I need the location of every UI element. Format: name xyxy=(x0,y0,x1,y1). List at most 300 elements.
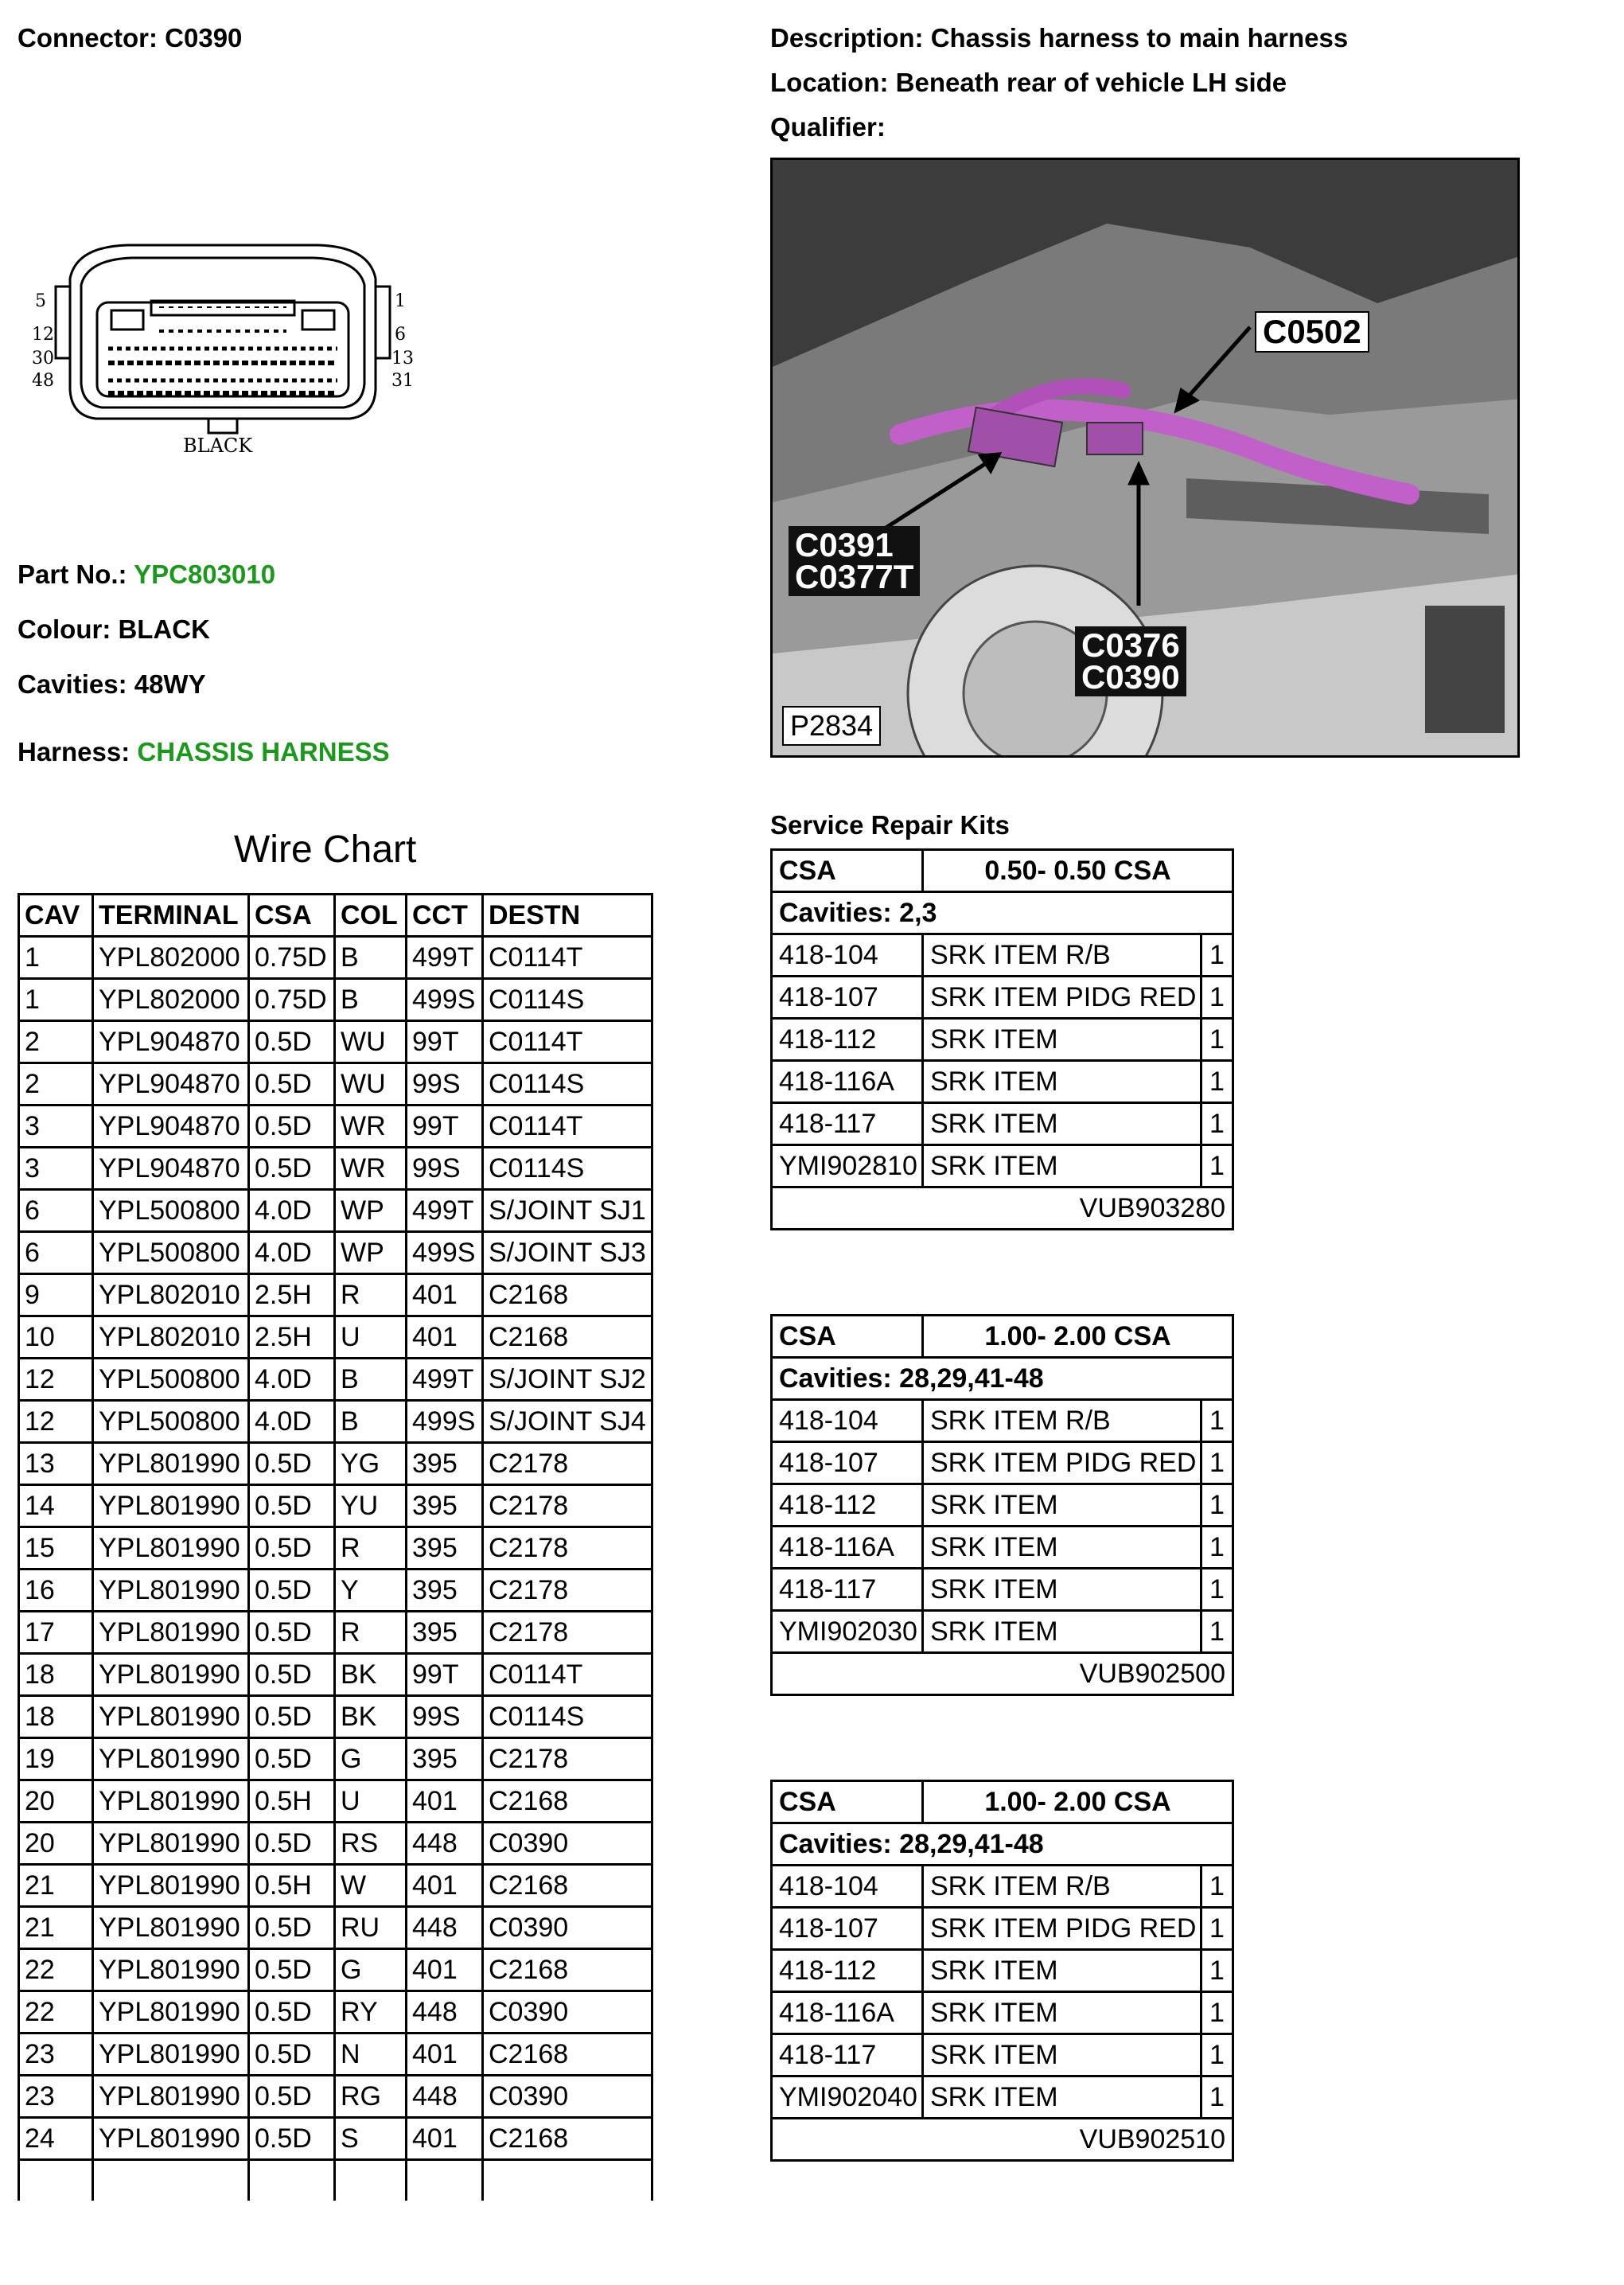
table-cell: S/JOINT SJ3 xyxy=(483,1232,652,1274)
pin-label-left-1: 5 xyxy=(35,291,46,311)
kit-item-part: 418-107 xyxy=(772,1908,923,1950)
table-cell: 24 xyxy=(19,2118,93,2160)
pin-label-left-3: 30 xyxy=(32,349,54,368)
table-cell: YPL801990 xyxy=(93,2033,249,2076)
table-cell: 20 xyxy=(19,1823,93,1865)
table-row xyxy=(19,1359,652,1401)
table-cell: 0.5D xyxy=(249,1907,335,1949)
connector-label: Connector: C0390 xyxy=(18,23,243,53)
table-cell: 499S xyxy=(407,1232,483,1274)
kit-item-desc: SRK ITEM xyxy=(923,1103,1201,1145)
wire-chart-header-cell: COL xyxy=(335,895,407,937)
table-cell: G xyxy=(335,1738,407,1780)
kit-item-part: 418-117 xyxy=(772,1569,923,1611)
table-cell: 4.0D xyxy=(249,1401,335,1443)
kit-item-desc: SRK ITEM xyxy=(923,2034,1201,2076)
kit-item-part: 418-104 xyxy=(772,1866,923,1908)
table-cell: YPL801990 xyxy=(93,1527,249,1569)
table-cell: 2 xyxy=(19,1021,93,1063)
callout-c0502: C0502 xyxy=(1255,311,1369,353)
kit-item-qty: 1 xyxy=(1201,934,1233,977)
table-cell: RS xyxy=(335,1823,407,1865)
kit-number: VUB902510 xyxy=(772,2119,1233,2161)
table-cell: 17 xyxy=(19,1612,93,1654)
table-cell: W xyxy=(335,1865,407,1907)
table-cell: YU xyxy=(335,1485,407,1527)
part-number-label: Part No.: xyxy=(18,560,127,589)
table-cell: YPL500800 xyxy=(93,1190,249,1232)
table-cell: C2168 xyxy=(483,1274,652,1316)
table-cell: YPL802010 xyxy=(93,1316,249,1359)
table-cell: YPL801990 xyxy=(93,2118,249,2160)
kit-item-desc: SRK ITEM xyxy=(923,1061,1201,1103)
table-cell: 99T xyxy=(407,1654,483,1696)
table-cell: WP xyxy=(335,1232,407,1274)
table-cell: C2168 xyxy=(483,1865,652,1907)
kit-item-row xyxy=(772,977,1233,1019)
table-cell: YPL801990 xyxy=(93,1949,249,1991)
table-cell: 0.5D xyxy=(249,1949,335,1991)
table-cell: 0.5D xyxy=(249,1105,335,1148)
kit-item-part: YMI902040 xyxy=(772,2076,923,2119)
table-cell: YPL801990 xyxy=(93,1907,249,1949)
callout-c0391: C0391 C0377T xyxy=(789,526,920,596)
table-row xyxy=(19,1485,652,1527)
table-cell: C2178 xyxy=(483,1738,652,1780)
kit-item-desc: SRK ITEM PIDG RED xyxy=(923,1442,1201,1484)
table-cell: C0114T xyxy=(483,1021,652,1063)
table-cell: N xyxy=(335,2033,407,2076)
kit-item-row xyxy=(772,934,1233,977)
table-cell: S/JOINT SJ2 xyxy=(483,1359,652,1401)
table-row xyxy=(19,1991,652,2033)
location: Location: Beneath rear of vehicle LH side xyxy=(770,68,1287,97)
table-cell: YPL801990 xyxy=(93,1569,249,1612)
kit-item-part: 418-116A xyxy=(772,1527,923,1569)
kit-header-row xyxy=(772,850,1233,892)
kit-item-qty: 1 xyxy=(1201,1442,1233,1484)
kit-item-part: 418-112 xyxy=(772,1484,923,1527)
wire-chart-header-cell: CCT xyxy=(407,895,483,937)
wire-chart-header-cell: TERMINAL xyxy=(93,895,249,937)
kit-item-row xyxy=(772,1061,1233,1103)
kit-item-row xyxy=(772,1611,1233,1653)
table-cell: 0.5D xyxy=(249,1569,335,1612)
table-cell: 99S xyxy=(407,1696,483,1738)
table-cell: C0114T xyxy=(483,1654,652,1696)
table-row xyxy=(19,1780,652,1823)
table-cell: WU xyxy=(335,1021,407,1063)
table-row xyxy=(19,1232,652,1274)
table-cell: 15 xyxy=(19,1527,93,1569)
table-row xyxy=(19,2076,652,2118)
table-cell: YPL802000 xyxy=(93,937,249,979)
wire-chart-title: Wire Chart xyxy=(234,829,417,871)
table-cell: 3 xyxy=(19,1105,93,1148)
table-cell: 0.5D xyxy=(249,1485,335,1527)
kit-item-qty: 1 xyxy=(1201,1866,1233,1908)
kit-item-part: 418-117 xyxy=(772,2034,923,2076)
table-cell: B xyxy=(335,1359,407,1401)
table-cell: YPL801990 xyxy=(93,1485,249,1527)
service-kit-table xyxy=(770,848,1234,1230)
kit-cavities-row xyxy=(772,1358,1233,1400)
table-cell: 13 xyxy=(19,1443,93,1485)
table-cell: YPL904870 xyxy=(93,1148,249,1190)
wire-chart-table xyxy=(18,893,653,2201)
kit-item-desc: SRK ITEM xyxy=(923,1611,1201,1653)
table-cell: 6 xyxy=(19,1190,93,1232)
part-number-value: YPC803010 xyxy=(134,560,276,589)
table-row-empty xyxy=(19,2160,652,2201)
table-cell: 0.5D xyxy=(249,1063,335,1105)
table-cell: C0390 xyxy=(483,1823,652,1865)
table-cell: C2168 xyxy=(483,2118,652,2160)
table-row xyxy=(19,1148,652,1190)
table-cell: 401 xyxy=(407,2033,483,2076)
harness xyxy=(18,736,390,768)
table-cell: 0.5D xyxy=(249,2076,335,2118)
cavities: Cavities: 48WY xyxy=(18,669,206,699)
table-cell: C2178 xyxy=(483,1527,652,1569)
table-cell: 10 xyxy=(19,1316,93,1359)
kit-item-desc: SRK ITEM R/B xyxy=(923,934,1201,977)
part-number xyxy=(18,559,275,591)
kit-item-desc: SRK ITEM xyxy=(923,1019,1201,1061)
table-cell: 99T xyxy=(407,1021,483,1063)
table-cell: YPL801990 xyxy=(93,1780,249,1823)
table-cell: S xyxy=(335,2118,407,2160)
kit-item-part: YMI902810 xyxy=(772,1145,923,1187)
location-photo xyxy=(770,158,1520,758)
table-cell: 0.5D xyxy=(249,1612,335,1654)
table-cell: C2178 xyxy=(483,1612,652,1654)
table-cell: YPL500800 xyxy=(93,1232,249,1274)
table-cell: 4.0D xyxy=(249,1232,335,1274)
table-cell: YPL801990 xyxy=(93,1612,249,1654)
kit-item-desc: SRK ITEM xyxy=(923,1950,1201,1992)
kit-item-part: 418-104 xyxy=(772,934,923,977)
table-cell: 395 xyxy=(407,1738,483,1780)
table-cell: WP xyxy=(335,1190,407,1232)
table-cell: 395 xyxy=(407,1443,483,1485)
table-cell: C2168 xyxy=(483,1316,652,1359)
pin-label-right-1: 1 xyxy=(395,291,406,311)
table-row xyxy=(19,1612,652,1654)
kit-item-desc: SRK ITEM xyxy=(923,1569,1201,1611)
kit-item-qty: 1 xyxy=(1201,1019,1233,1061)
colour: Colour: BLACK xyxy=(18,614,210,644)
table-cell: 0.75D xyxy=(249,937,335,979)
table-cell: C0114T xyxy=(483,1105,652,1148)
table-cell: 16 xyxy=(19,1569,93,1612)
harness-value: CHASSIS HARNESS xyxy=(137,737,390,766)
table-cell: B xyxy=(335,979,407,1021)
kit-item-qty: 1 xyxy=(1201,1145,1233,1187)
table-cell: 401 xyxy=(407,1949,483,1991)
kit-item-part: 418-104 xyxy=(772,1400,923,1442)
kit-item-row xyxy=(772,1103,1233,1145)
kit-csa-range: 1.00- 2.00 CSA xyxy=(923,1316,1233,1358)
wire-chart-header-cell: CSA xyxy=(249,895,335,937)
table-cell: 448 xyxy=(407,1991,483,2033)
kit-csa-range: 1.00- 2.00 CSA xyxy=(923,1781,1233,1823)
table-cell: BK xyxy=(335,1654,407,1696)
table-cell: 0.5D xyxy=(249,1021,335,1063)
connector-colour-label: BLACK xyxy=(183,435,253,457)
kit-item-desc: SRK ITEM xyxy=(923,1527,1201,1569)
table-cell: RY xyxy=(335,1991,407,2033)
kit-item-row xyxy=(772,1400,1233,1442)
kit-item-part: 418-107 xyxy=(772,1442,923,1484)
table-row xyxy=(19,1401,652,1443)
kit-item-qty: 1 xyxy=(1201,1992,1233,2034)
table-cell: 20 xyxy=(19,1780,93,1823)
table-cell: R xyxy=(335,1527,407,1569)
table-cell: 99T xyxy=(407,1105,483,1148)
table-cell: 0.5D xyxy=(249,1991,335,2033)
table-cell: 14 xyxy=(19,1485,93,1527)
table-cell: C2168 xyxy=(483,1949,652,1991)
table-cell: 0.5D xyxy=(249,1823,335,1865)
table-cell: YPL904870 xyxy=(93,1063,249,1105)
table-cell: S/JOINT SJ1 xyxy=(483,1190,652,1232)
table-cell: 0.5D xyxy=(249,2118,335,2160)
table-row xyxy=(19,1654,652,1696)
kit-number-row xyxy=(772,1187,1233,1230)
table-cell xyxy=(335,2160,407,2201)
table-cell: U xyxy=(335,1316,407,1359)
kit-item-qty: 1 xyxy=(1201,1484,1233,1527)
kit-item-desc: SRK ITEM PIDG RED xyxy=(923,977,1201,1019)
table-cell: 22 xyxy=(19,1991,93,2033)
table-cell: YPL802010 xyxy=(93,1274,249,1316)
table-cell: 9 xyxy=(19,1274,93,1316)
table-cell: 401 xyxy=(407,1316,483,1359)
table-cell: 3 xyxy=(19,1148,93,1190)
service-kit-table xyxy=(770,1780,1234,2162)
kit-item-row xyxy=(772,1992,1233,2034)
table-cell: 12 xyxy=(19,1401,93,1443)
kit-item-row xyxy=(772,1569,1233,1611)
table-row xyxy=(19,979,652,1021)
table-cell: 0.5D xyxy=(249,1654,335,1696)
table-cell: YPL904870 xyxy=(93,1105,249,1148)
kit-header-row xyxy=(772,1781,1233,1823)
table-cell: C2168 xyxy=(483,1780,652,1823)
table-cell: BK xyxy=(335,1696,407,1738)
table-cell: YPL801990 xyxy=(93,1991,249,2033)
table-cell: YPL500800 xyxy=(93,1359,249,1401)
table-cell: 23 xyxy=(19,2033,93,2076)
connector-diagram xyxy=(32,231,414,470)
table-cell: 6 xyxy=(19,1232,93,1274)
kit-item-desc: SRK ITEM R/B xyxy=(923,1866,1201,1908)
table-cell: 2.5H xyxy=(249,1274,335,1316)
kit-item-qty: 1 xyxy=(1201,1061,1233,1103)
table-row xyxy=(19,1696,652,1738)
pin-label-right-2: 6 xyxy=(395,325,406,345)
callout-c0376: C0376 C0390 xyxy=(1075,626,1186,696)
table-cell: 4.0D xyxy=(249,1359,335,1401)
table-cell: 99S xyxy=(407,1063,483,1105)
table-cell: 401 xyxy=(407,1274,483,1316)
wire-chart-header-cell: CAV xyxy=(19,895,93,937)
kit-item-qty: 1 xyxy=(1201,2034,1233,2076)
kit-item-row xyxy=(772,2076,1233,2119)
table-cell: 499T xyxy=(407,1190,483,1232)
table-cell: C0390 xyxy=(483,1907,652,1949)
kit-header-row xyxy=(772,1316,1233,1358)
kit-cavities-row xyxy=(772,1823,1233,1866)
table-cell: 18 xyxy=(19,1696,93,1738)
kit-number-row xyxy=(772,2119,1233,2161)
table-row xyxy=(19,1865,652,1907)
kit-item-desc: SRK ITEM xyxy=(923,1145,1201,1187)
table-cell: 22 xyxy=(19,1949,93,1991)
table-row xyxy=(19,1569,652,1612)
table-cell: 401 xyxy=(407,1865,483,1907)
table-cell: YPL904870 xyxy=(93,1021,249,1063)
kit-item-desc: SRK ITEM xyxy=(923,1992,1201,2034)
kit-item-desc: SRK ITEM xyxy=(923,2076,1201,2119)
kit-item-row xyxy=(772,1019,1233,1061)
table-cell: 1 xyxy=(19,937,93,979)
table-cell: 21 xyxy=(19,1907,93,1949)
table-cell: 12 xyxy=(19,1359,93,1401)
table-cell: 401 xyxy=(407,1780,483,1823)
table-cell: 499S xyxy=(407,1401,483,1443)
table-cell: 395 xyxy=(407,1527,483,1569)
table-cell: WR xyxy=(335,1148,407,1190)
kit-csa-label: CSA xyxy=(772,1316,923,1358)
kit-item-part: YMI902030 xyxy=(772,1611,923,1653)
table-cell: WR xyxy=(335,1105,407,1148)
kit-item-row xyxy=(772,1866,1233,1908)
table-row xyxy=(19,1316,652,1359)
table-cell: C0390 xyxy=(483,2076,652,2118)
table-cell xyxy=(407,2160,483,2201)
kit-cavities: Cavities: 28,29,41-48 xyxy=(772,1358,1233,1400)
kit-item-desc: SRK ITEM xyxy=(923,1484,1201,1527)
table-cell: R xyxy=(335,1274,407,1316)
kit-item-qty: 1 xyxy=(1201,1527,1233,1569)
kit-item-desc: SRK ITEM PIDG RED xyxy=(923,1908,1201,1950)
service-kits-title: Service Repair Kits xyxy=(770,810,1010,840)
table-cell: 0.5D xyxy=(249,1148,335,1190)
kit-number: VUB902500 xyxy=(772,1653,1233,1695)
table-cell: G xyxy=(335,1949,407,1991)
kit-item-qty: 1 xyxy=(1201,1950,1233,1992)
pin-label-left-4: 48 xyxy=(32,371,54,391)
table-cell: 18 xyxy=(19,1654,93,1696)
table-cell: 1 xyxy=(19,979,93,1021)
kit-item-qty: 1 xyxy=(1201,1400,1233,1442)
table-cell: 0.5D xyxy=(249,1443,335,1485)
kit-item-row xyxy=(772,1950,1233,1992)
kit-item-part: 418-112 xyxy=(772,1950,923,1992)
table-row xyxy=(19,1949,652,1991)
table-cell: S/JOINT SJ4 xyxy=(483,1401,652,1443)
table-cell: C2168 xyxy=(483,2033,652,2076)
table-cell: 0.5D xyxy=(249,2033,335,2076)
table-cell: Y xyxy=(335,1569,407,1612)
table-cell: 0.5H xyxy=(249,1780,335,1823)
kit-item-desc: SRK ITEM R/B xyxy=(923,1400,1201,1442)
kit-item-qty: 1 xyxy=(1201,1611,1233,1653)
table-cell: C0114T xyxy=(483,937,652,979)
kit-number: VUB903280 xyxy=(772,1187,1233,1230)
table-cell: YPL801990 xyxy=(93,1738,249,1780)
table-cell: 23 xyxy=(19,2076,93,2118)
table-row xyxy=(19,1063,652,1105)
service-kit-table xyxy=(770,1314,1234,1696)
table-cell: YPL801990 xyxy=(93,2076,249,2118)
table-cell xyxy=(249,2160,335,2201)
table-cell: 0.75D xyxy=(249,979,335,1021)
table-cell: 2 xyxy=(19,1063,93,1105)
table-cell: 99S xyxy=(407,1148,483,1190)
kit-item-qty: 1 xyxy=(1201,1908,1233,1950)
kit-item-row xyxy=(772,1908,1233,1950)
kit-item-qty: 1 xyxy=(1201,977,1233,1019)
table-cell: C0114S xyxy=(483,1063,652,1105)
kit-item-qty: 1 xyxy=(1201,1569,1233,1611)
table-cell: C2178 xyxy=(483,1485,652,1527)
kit-csa-label: CSA xyxy=(772,1781,923,1823)
kit-item-qty: 1 xyxy=(1201,2076,1233,2119)
table-cell: 0.5D xyxy=(249,1738,335,1780)
qualifier: Qualifier: xyxy=(770,112,886,142)
table-cell: U xyxy=(335,1780,407,1823)
table-cell: YPL801990 xyxy=(93,1823,249,1865)
table-cell: 448 xyxy=(407,1823,483,1865)
table-cell: WU xyxy=(335,1063,407,1105)
kit-number-row xyxy=(772,1653,1233,1695)
table-row xyxy=(19,1907,652,1949)
table-cell: 0.5H xyxy=(249,1865,335,1907)
table-cell: 499T xyxy=(407,1359,483,1401)
table-cell: C2178 xyxy=(483,1443,652,1485)
table-row xyxy=(19,1190,652,1232)
table-cell: YG xyxy=(335,1443,407,1485)
kit-item-row xyxy=(772,1442,1233,1484)
photo-ref: P2834 xyxy=(782,706,881,746)
table-cell: 19 xyxy=(19,1738,93,1780)
wire-chart-header-row xyxy=(19,895,652,937)
table-cell: 395 xyxy=(407,1612,483,1654)
pin-label-right-3: 13 xyxy=(391,349,414,368)
wire-chart-header-cell: DESTN xyxy=(483,895,652,937)
kit-item-row xyxy=(772,1527,1233,1569)
kit-item-part: 418-116A xyxy=(772,1061,923,1103)
kit-cavities: Cavities: 2,3 xyxy=(772,892,1233,934)
table-cell: YPL801990 xyxy=(93,1654,249,1696)
table-cell xyxy=(93,2160,249,2201)
kit-cavities-row xyxy=(772,892,1233,934)
table-cell: 499T xyxy=(407,937,483,979)
table-cell: RG xyxy=(335,2076,407,2118)
table-cell: YPL801990 xyxy=(93,1443,249,1485)
table-row xyxy=(19,937,652,979)
table-cell: 395 xyxy=(407,1485,483,1527)
table-cell xyxy=(483,2160,652,2201)
kit-item-part: 418-107 xyxy=(772,977,923,1019)
harness-label: Harness: xyxy=(18,737,130,766)
kit-item-row xyxy=(772,2034,1233,2076)
table-row xyxy=(19,1738,652,1780)
table-cell: YPL500800 xyxy=(93,1401,249,1443)
